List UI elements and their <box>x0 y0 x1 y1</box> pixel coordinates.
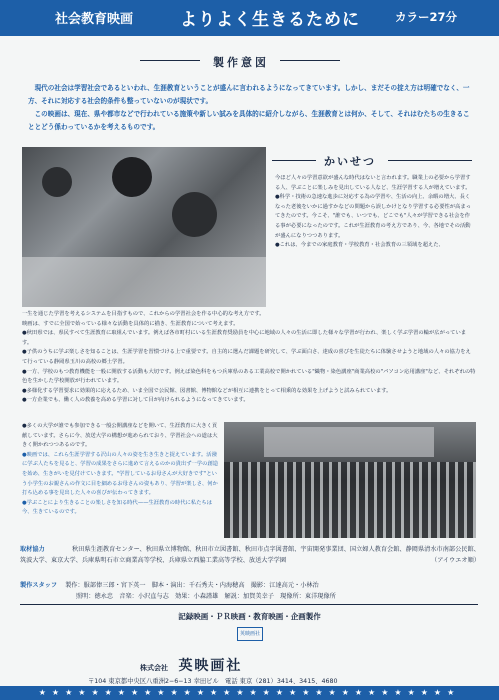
divider <box>388 160 472 161</box>
photo-audience <box>224 462 476 538</box>
staff-line-1: 製作：服部俸三郎・宮下英一 脚本・演出：千石秀夫・内海穂高 撮影：江達高元・小林治 <box>65 582 319 589</box>
paragraph: ●子供のうちに学ぶ楽しさを知ることは、生涯学習を習慣づける上で重要です。自主的に選んだ課題を研究して、学ぶ面白さ、達成の喜びを生徒たちに体験させようと地域の人々の協力をえて行っている静岡県玉川の高校の郷土学習。 <box>22 349 471 365</box>
kaisetsu-body-left <box>22 422 218 518</box>
paragraph: ●一方、学校のもつ教育機能を一般に開放する活動も大切です。例えば染色科をもつ兵庫県のある工業高校で開かれている"織物・染色講座"商業高校の"パソコン応用講座"など、それぞれの特色を生かした学校開放が行われています。 <box>22 368 476 385</box>
credits-note: （アイウエオ順） <box>431 557 480 564</box>
section-title-kaisetsu: かいせつ <box>324 155 376 168</box>
divider <box>140 60 200 61</box>
kaisetsu-right-column <box>275 174 475 251</box>
header-category: 社会教育映画 <box>55 12 134 27</box>
company-logo <box>237 627 263 641</box>
paragraph: ●一方企業でも、働く人の教養を高める学習に対して目が向けられるようになってきています。 <box>22 397 249 404</box>
staff-label: 製作スタッフ <box>20 582 58 589</box>
divider <box>272 160 316 161</box>
paragraph: ●秋田県では、県民すべて生涯教育に取組んでいます。例えば各市町村にいる生涯教育奨励員を中心に地域の人々の生活に即した様々な学習が行われ、楽しく学ぶ学習の輪が広がっています。 <box>22 330 467 346</box>
photo-figure <box>172 192 217 237</box>
footer-category: 記録映画・ＰＲ映画・教育映画・企画製作 <box>178 612 321 621</box>
company-name: 英映画社 <box>178 658 243 674</box>
paragraph: ●これは、今までの家庭教育・学校教育・社会教育の三領域を超えた、 <box>275 242 444 249</box>
staff-block <box>20 580 480 602</box>
intro-paragraph: この映画は、現在、県や都市などで行われている施策や新しい試みを具体的に紹介しながら、生涯教育とは何か、そして、それはむたちの生きることとどう係わっているかを考えるものです。 <box>28 110 470 131</box>
paragraph: ●学ぶことにより生きることの楽しさを知る時代——生涯教育の時代に私たちは今、生きているのです。 <box>22 499 213 516</box>
photo-stage <box>264 427 434 457</box>
divider <box>20 604 478 605</box>
credits-text: 秋田県生涯教育センター、秋田県立博物館、秋田市立図書館、秋田市点字図書館、宇宙開発事業団、国立婦人教育会館、静岡県清水市南部公民館、筑波大学、東京大学、兵庫県明石市立商業高等学校、兵庫県立西脇工業高等学校、放送大学学園 <box>20 546 480 564</box>
paragraph: ●映画では、これら生涯学習する沢山の人々の姿を生き生きと捉えています。活潑に学ぶ人たちを見ると、学習の成果をさらに進めて言えるのかの貴出ず一学の創造を始め、生きがいを見付けていきます。"学習しているお母さんが大好きです"という小学生のお親さんの作文に目を細めるお母さんの姿もあり、学習が楽しさ、何か打ち込める事を見出した人々の喜びが伝わってきます。 <box>22 451 218 497</box>
photo-lecture-hall <box>224 422 476 538</box>
paragraph: 一生を通じた学習を考えるシステムを目指すもので、これからの学習社会を作る中心的な考え方です。 <box>22 311 265 317</box>
photo-desk <box>22 257 266 307</box>
photo-figure <box>112 157 152 197</box>
credits-block <box>20 544 480 566</box>
paragraph: ●多くの大学が誰でも参加できる一般公開講座などを開いて、生涯教育に大きく貢献しています。さらに今、放送大学の構想が進められており、学習社会への道は大きく開かれつつあるのです。 <box>22 423 218 449</box>
paragraph: 今ほど人々の学習意欲が盛んな時代はないと言われます。職業上の必要から学習する人、学ぶことに楽しみを見出している人など、生涯学習する人が増えています。 <box>275 175 471 191</box>
company-name-block <box>140 655 242 675</box>
page-title: よりよく生きるために <box>180 10 360 30</box>
staff-line-2: 照明：徳永忠 音楽：小沢直与志 効果：小森謹雄 解説：加賀美幸子 現像所：東洋現像所 <box>76 593 336 600</box>
company-logo-text: 英映画社 <box>239 631 260 637</box>
company-address: 〒104 東京都中央区八重洲2−6−13 幸田ビル 電話 東京（281）3414、3415、4680 <box>88 678 338 685</box>
paragraph: ●多様化する学習要求に効果的に応えるため、いま全国で公民館、図書館、博物館などが相互に連携をとって相乗的な効果を上げようと試みられています。 <box>22 387 392 394</box>
intro-text <box>28 82 476 134</box>
header-duration: カラー27分 <box>395 10 458 24</box>
star-border: ★★★★★★★★★★★★★★★★★★★★★★★★★★★★★★★★ <box>0 686 499 700</box>
paragraph: ●科学・技術の急速な進歩に対応する為の学習や、生活の向上、余暇の増大、長くなった老後をいかに過すかなどの問題から誤しかけとなり学習する必要性が高まってきたのです。今こそ、"誰でも、いつでも、どこでも"人々が学習できる社会を作る事が必要になったのです。これが生涯教育の考え方であり、今、各地でその活動が盛んになりつつあります。 <box>275 194 471 239</box>
credits-label: 取材協力 <box>20 546 45 553</box>
intro-paragraph: 現代の社会は学習社会であるといわれ、生涯教育ということが盛んに言われるようになってきています。しかし、まだその掟え方は明確でなく、一方、それに対応する社会的条件も整っていないのが現状です。 <box>28 84 470 105</box>
section-title-intent: 製作意図 <box>213 56 269 69</box>
kaisetsu-body-wide <box>22 310 476 406</box>
photo-classroom-computers <box>22 147 266 307</box>
divider <box>280 60 340 61</box>
photo-figure <box>42 167 72 197</box>
company-prefix: 株式会社 <box>140 664 168 672</box>
paragraph: 映画は、すでに全国で始っている様々な活動を具体的に描き、生涯教育について考えます。 <box>22 320 239 327</box>
header-band <box>0 0 499 36</box>
